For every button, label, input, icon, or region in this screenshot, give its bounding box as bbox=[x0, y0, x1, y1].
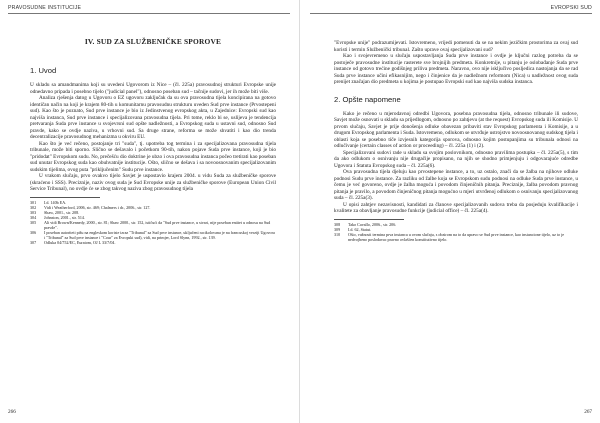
paragraph: Kao i svojevremeno u slučaju uspostavljanja Suda prve instance i ovdje je ključni razlog potreba da se postoječe pravosudne institucije rasterete sve brojnijih predmeta. Konkretnije, u pitanju je oslobađanje Suda prve instance od gotovo trećine godišnjeg priliva predmeta. Naravno, ovo nije isključivo posljedica nastojanja da se rad Suda prve instance učini efikasnijim, nego i činjenice da je nadležnom reformom (Nica) u nadležnost ovog suda prenijet značajan dio predmeta u kojima je postupao Evropski sud kao najviša sudska instanca. bbox=[334, 53, 578, 85]
section-heading-general: 2. Opšte napomene bbox=[334, 94, 401, 104]
footnote: 306 I poseban autoriteti pišu na engleskom koriste izraz "Tribunal" za Sud prve instance, uključeni racikolovana je na francuskoj verziji Ugovora i "Tribunal" za Sud prve instance i "Cour" za Evropski sud), vidi, na primjer, Lord Slynn, 1992., str. 139. bbox=[30, 229, 275, 240]
paragraph: "Evropske unije" podrazumijevati. Istovremeno, vrijedi pomenuti da se na nekim jezičkim prostorima za ovaj sud koristi i termin Službenički tribunal. Zašto uprave ovaj specijalizovani sud? bbox=[334, 40, 578, 53]
paragraph: U vrakom slučaju, prvo ovakvo tijelo Savjet je uspostavio krajem 2004. u vidu Suda za službeničke sporove (skraćeno i SSS). Preciznije, naziv ovog suda je Sud Evropske unije za službeničke sporove (European Union Civil Service Tribunal), no ovdje će se zbog takvog naziva zbog pravosudnog tijela bbox=[30, 173, 276, 192]
paragraph: U opisi zahtjev nezavisnosti, kandidati za članove specijalizovanih sudova treba da posjeduju kvalifikacije i kvalitete za obavljanje pravosudne funkcije (judicial office) – čl. 225a(4). bbox=[334, 201, 578, 214]
page-number-left: 266 bbox=[8, 409, 16, 415]
footnote: 301 I.d. 140b EA. bbox=[30, 199, 67, 205]
footnotes-right bbox=[334, 222, 578, 242]
paragraph: Ova pravosudna tijela djeluju kao prvostepene instance, a to, uz ostalo, znači da se žalba na njihove odluke podnosi Sudu prve instance. Za razliku od žalbe koja se Evropskom sudu podnosi na odluke Suda prve instance, u čemu je već govoreno, ovdje je žalba moguća i povodom činjeničnih pitanja. Preciznije, žalba povodom pravnog pitanja je pravilo, a povodom činjeničnog pitanja mogućno u mjeri utvrđenoj odlukom o osnivanju specijalizovanog suda – čl. 225a(3). bbox=[334, 169, 578, 201]
right-page bbox=[300, 0, 600, 423]
footnote: 309 I.d. 62, Statut. bbox=[334, 226, 372, 232]
paragraph: Kao što je već rečeno, postojanje tri "suda", tj. upotreba tog termina i za specijalizovana pravosudna tijela tribunale, može biti sporno. Slično se dešavalo i početkom 90-tih, nakon pojave Suda prve instance, koji je bio "pridodat" Evropskom sudu. No, prečešću dio doktrine je ubzo i ova pravosudna instanca počeo tretirati kao poseban sud unutar Evropskog suda kao obuhvatnije institucije. Ošto, slično se dešava i sa novoosnovanim specijalizovanim sudskim tijelima, ovog puta "priključenim" Sudu prve instance. bbox=[30, 140, 276, 173]
footnote: 307 Odluka 04/752/EC, Euratom, OJ L 33/7/04. bbox=[30, 239, 116, 245]
running-head-right: EVROPSKI SUD bbox=[550, 5, 592, 11]
header-rule-left bbox=[8, 13, 290, 14]
footnote: 305 Ali vidi Brown/Kennedy, 2000., str. 81; Shaw 2000., str. 152, ističući da "Sud prve instance, u stvari, nije poseban entitet u odnosu na Sud pravde". bbox=[30, 219, 271, 230]
paragraph: Analiza rješenja datog u Ugovoru o EZ ugovoru zaključak da su ova pravosudna tijela koncipirana na gotovo identičan način na koji je krajem 80-tih u komunitarnu pravosudnu strukturu uveden Sud prve instance (Prvostepeni sud). Kao što je poznato, Sud prve instance je bio iz Jedinstvenog evropskog akta, u Zajednice: Evropski sud kao najviša instanca, Sud prve instance i specijalizovana pravosudna tijela. Pri tome, reklo bi se, uslijeva je tendencija pretvaranja Suda prve instance u svojevrsni sud opšte nadležnosti, a Evropskog suda u ustavni sud, odnosno Sud pravde, kako se ovdje naziva, u vrhovni sud. Sa druge strane, reforma se može shvatiti i kao dio trenda decentralizacije pravosudnog mehanizma u okviru EU. bbox=[30, 95, 276, 140]
right-text-column bbox=[334, 40, 578, 242]
footnote-rule bbox=[334, 219, 404, 220]
footnote: 308 Tako Cavallo, 2006., str. 206. bbox=[334, 221, 397, 227]
footnote: 303 Shaw, 2001., str. 208. bbox=[30, 209, 80, 215]
paragraph: Specijalizovani sudovi rade u skladu sa svojim poslovnikom, odnosno pravilima postupka – čl. 225a(5), s tim da ako odlukom o osnivanju nije drugačije propisano, na njih se shodno primjenjuju i odgovarajuće odredbe Ugovora i Statuta Evropskog suda – čl. 225a(6). bbox=[334, 149, 578, 169]
footnote: 310 Ošto, važnosti termina prva instanca u ovom slučaju, s obzirom na to da upravo se Sud prve instance, kao instancione tijelo, uz to je nedvojbeno poslodavac pravno ovlašćen konstitutivno tijelo. bbox=[334, 231, 565, 242]
running-head-left: PRAVOSUDNE INSTITUCIJE bbox=[8, 5, 82, 11]
section-heading-intro: 1. Uvod bbox=[30, 66, 57, 75]
footnotes-left bbox=[30, 200, 276, 245]
left-text-column bbox=[30, 37, 276, 245]
chapter-title: IV. SUD ZA SLUŽBENIČKE SPOROVE bbox=[84, 37, 222, 46]
page-number-right: 267 bbox=[584, 409, 592, 415]
footnote: 304 Johnston, 2001., str. 514. bbox=[30, 214, 85, 220]
paragraph: U skladu sa amandmanima koji su uvedeni Ugovorom iz Nice – (čl. 225a) pravosudnoj strukturi Evropske unije odnedavno pripada i posebno tijelo ("judicial panel"), odnosno poseban sud – tačnije sudovi, jer ih može biti više. bbox=[30, 82, 276, 95]
paragraph: Kako je rečeno u mjerodavnoj odredbi Ugovora, posebna pravosudna tijela, odnosno tribunale ili sudove, Savjet može osnovati u skladu sa prijedlogom, odnosno po zahtjevu (at the request) Evropskog suda ili Komisije. U prvom slučaju, Savjet je prije donošenja odluke obavezan pribaviti stav Evropskog parlamenta i Komisije, a u drugom Evropskog parlamenta i Suda. Istovremeno, odlukom se utvrđuje ustrojstvo novoosnovanog sudskog tijela i oblasti koja se posebno tiče izvjesnih kategorija sporova, odnosno kojim postupanjima su tribunala odnosi na odlučivanje (certain classes of action or proceeding) – čl. 225a (1) i (2). bbox=[334, 110, 578, 149]
header-rule-right bbox=[310, 13, 592, 14]
footnote: 302 Vidi i Weatherford, 2006, str. 469; Chalmers i dr., 2006., str. 127. bbox=[30, 204, 151, 210]
footnote-rule bbox=[30, 197, 100, 198]
